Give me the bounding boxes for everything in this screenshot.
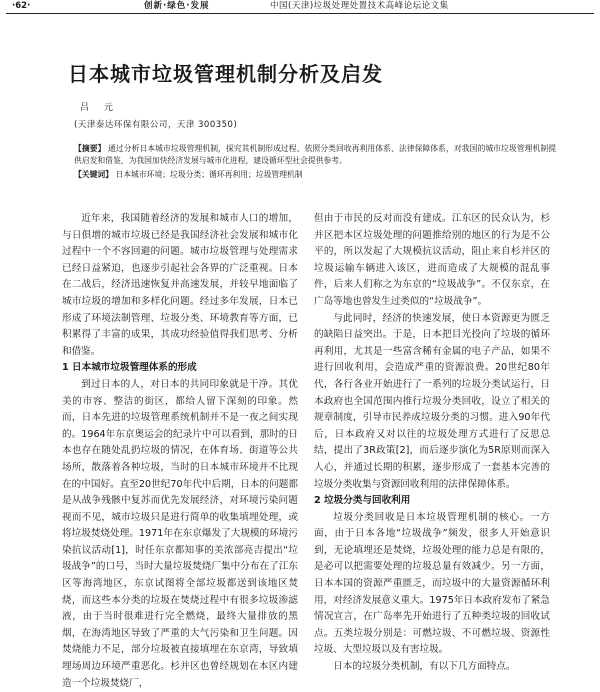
section-2-paragraph: 垃圾分类回收是日本垃圾管理机制的核心。一方面，由于日本各地“垃圾战争”频发，很多人开始意识到，无论填埋还是焚烧，垃圾处理的能力总是有限的，是必可以把需要处理的垃圾总量有效减少。另一方面，日本本国的资源严重匮乏，而垃圾中的大量资源循环利用，对经济发展意义重大。1975年日本政府发布了紧急情况宣言，在广岛率先开始进行了五种类垃圾的回收试点。五类垃圾分别是：可燃垃圾、不可燃垃圾、资源性垃圾、大型垃圾以及有害垃圾。	[314, 511, 550, 656]
author-affiliation: (天津泰达环保有限公司，天津 300350)	[74, 120, 238, 130]
journal-title: 中国(天津)垃圾处理处置技术高峰论坛论文集	[270, 1, 449, 11]
header-rule	[6, 13, 594, 14]
body-column-right	[314, 211, 550, 679]
section-tag: 创新·绿色·发展	[144, 1, 210, 11]
body-column-left	[62, 211, 298, 689]
resource-paragraph: 与此同时，经济的快速发展，使日本资源更为匮乏的缺陷日益突出。于是，日本把目光投向了垃圾的循环再利用，尤其是一些富含稀有金属的电子产品，如果不进行回收利用，会造成严重的资源浪费。20世纪80年代，各行各业开始进行了一系列的垃圾分类试运行，日本政府也全国范围内推行垃圾分类回收，设立了相关的规章制度，引导市民养成垃圾分类的习惯。进入90年代后，日本政府又对以往的垃圾处理方式进行了反思总结，提出了3R政策[2]，而后逐步演化为5R原则而深入人心，并通过长期的积累，逐步形成了一套基本完善的垃圾分类收集与资源回收利用的法律保障体系。	[314, 312, 550, 490]
page-number: ·62·	[12, 1, 31, 11]
keywords	[74, 169, 556, 181]
running-header	[6, 0, 592, 12]
abstract-label: 【摘要】	[74, 144, 106, 153]
abstract	[74, 143, 556, 167]
article-title: 日本城市垃圾管理机制分析及启发	[68, 62, 383, 86]
section-heading-1: 1 日本城市垃圾管理体系的形成	[62, 362, 197, 374]
section-heading-2: 2 垃圾分类与回收利用	[314, 495, 411, 507]
keywords-text: 日本城市环境；垃圾分类；循环再利用；垃圾管理机制	[115, 170, 303, 179]
abstract-text: 通过分析日本城市垃圾管理机制，探究其机制形成过程、依照分类回收再利用体系、法律保障体系，对我国的城市垃圾管理机制提供启发和借鉴，为我国加快经济发展与城市化进程，建设循环型社会提供参考。	[74, 144, 557, 165]
keywords-label: 【关键词】	[74, 170, 113, 179]
author-name: 吕 元	[80, 103, 119, 113]
intro-paragraph: 近年来，我国随着经济的发展和城市人口的增加，与日俱增的城市垃圾已经是我国经济社会发展和城市化过程中一个不容回避的问题。城市垃圾管理与处理需求已经日益紧迫，也逐步引起社会各界的广泛重视。日本在二战后，经济迅速恢复并高速发展，并较早地面临了城市垃圾的增加和多样化问题。经过多年发展，日本已形成了环境法制管理、垃圾分类、环境教育等方面，已积累得了丰富的成果，其成功经验值得我们思考、分析和借鉴。	[62, 213, 298, 357]
section-1-paragraph: 到过日本的人，对日本的共同印象就是干净。其优美的市容、整洁的街区，都给人留下深刻的印象。然而，日本先进的垃圾管理系统机制并不是一夜之间实现的。1964年东京奥运会的纪录片中可以看到，那时的日本也存在随处乱扔垃圾的情况，在体育场、街道等公共场所，散落着各种垃圾，当时的日本城市环境并不比现在的中国好。直至20世纪70年代中后期，日本的问题都是从战争残骸中复苏而优先发展经济，对环境污染问题视而不见，城市垃圾只是进行简单的收集填埋处理，或将垃圾焚烧处理。1971年在东京爆发了大规模的环境污染抗议活动[1]，时任东京都知事的美浓部亮吉提出“垃圾战争”的口号，当时大量垃圾焚烧厂集中分布在了江东区等海湾地区，东京试图将全部垃圾都送到该地区焚烧，而这些本分类的垃圾在焚烧过程中有很多垃圾渗滤液，由于当时很难进行完全燃烧，最终大量排放的黑烟，在海湾地区导致了严重的大气污染和卫生问题。因焚烧能力不足，部分垃圾被直接填埋在东京湾，导致填埋场周边环境严重恶化。杉并区也曾经规划在本区内建造一个垃圾焚烧厂，	[62, 378, 298, 689]
section-2-paragraph-end: 日本的垃圾分类机制，有以下几方面特点。	[333, 661, 516, 673]
continued-paragraph: 但由于市民的反对而没有建成。江东区的民众认为，杉并区把本区垃圾处理的问题推给别的地区的行为是不公平的，所以发起了大规模抗议活动，阻止来自杉并区的垃圾运输车辆进入该区，进而造成了大规模的混乱事件，后来人们称之为东京的“垃圾战争”。不仅东京，在广岛等地也曾发生过类似的“垃圾战争”。	[314, 213, 550, 307]
